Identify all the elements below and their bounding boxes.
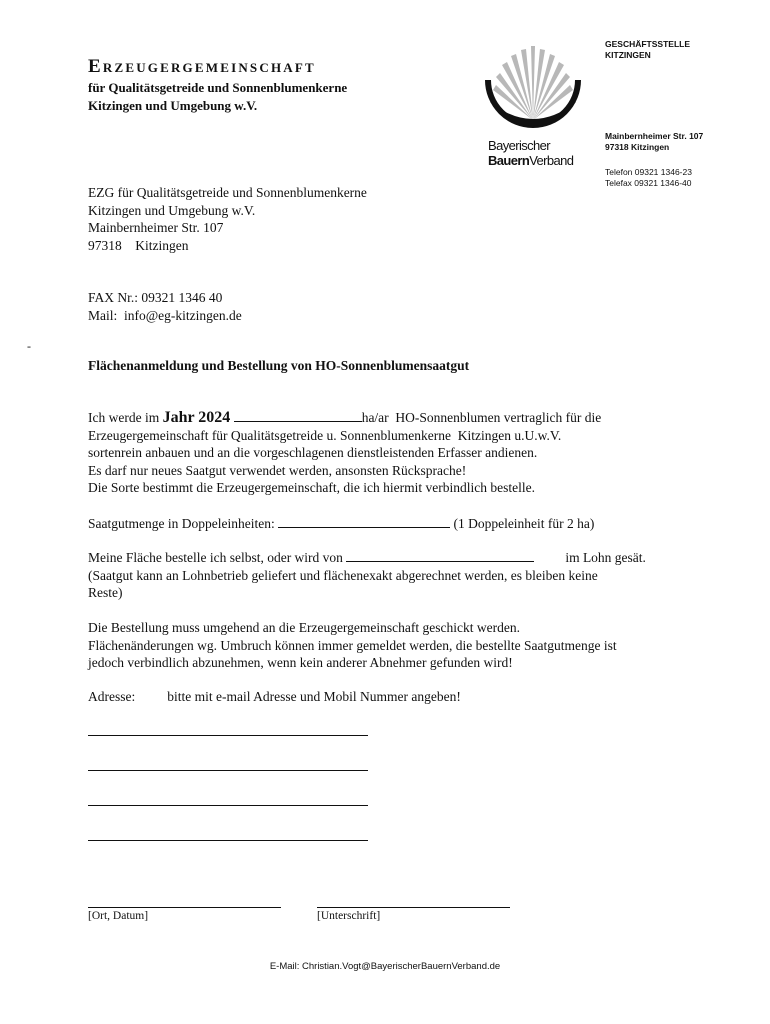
organization-title: Erzeugergemeinschaft — [88, 56, 316, 77]
recipient-line: 97318 Kitzingen — [88, 237, 189, 253]
office-address: Mainbernheimer Str. 107 97318 Kitzingen — [605, 131, 704, 152]
address-field-line[interactable] — [88, 840, 368, 841]
address-request — [88, 688, 708, 706]
recipient-line: EZG für Qualitätsgetreide und Sonnenblumenkerne — [88, 185, 367, 200]
signature-label: [Unterschrift] — [317, 910, 381, 922]
recipient-address — [88, 184, 367, 254]
organization-subtitle-line1: für Qualitätsgetreide und Sonnenblumenkerne — [88, 80, 348, 95]
mail-address: Mail: info@eg-kitzingen.de — [88, 307, 242, 323]
margin-mark: - — [27, 339, 31, 353]
area-blank — [234, 409, 362, 422]
organization-subtitle-line2: Kitzingen und Umgebung w.V. — [88, 98, 258, 113]
place-date-label: [Ort, Datum] — [88, 910, 149, 922]
address-hint: bitte mit e-mail Adresse und Mobil Nummer angeben! — [167, 689, 461, 704]
year-label: Jahr 2024 — [162, 409, 231, 426]
paragraph-order-terms: Die Bestellung muss umgehend an die Erzeugergemeinschaft geschickt werden. Flächenänderungen wg. Umbruch können immer gemeldet werden, die bestellte Saatgutmenge ist jedoch verbindlich abzunehmen, wenn kein anderer Abnehmer gefunden wird! — [88, 620, 617, 670]
paragraph-cultivation: Meine Fläche bestelle ich selbst, oder wird von im Lohn gesät. (Saatgut kann an Lohnbetrieb geliefert und flächenexakt abgerechnet werden, es bleiben keine Reste) — [88, 550, 646, 600]
address-field-line[interactable] — [88, 735, 368, 736]
logo-text-line2: BauernVerband — [488, 153, 574, 168]
recipient-line: Kitzingen und Umgebung w.V. — [88, 202, 256, 218]
seed-quantity-blank — [278, 515, 450, 528]
office-phone-fax: Telefon 09321 1346-23 Telefax 09321 1346-40 — [605, 167, 692, 188]
paragraph-seed-quantity: Saatgutmenge in Doppeleinheiten: (1 Doppeleinheit für 2 ha) — [88, 516, 595, 531]
fax-number: FAX Nr.: 09321 1346 40 — [88, 290, 223, 305]
logo-text-line1: Bayerischer — [488, 138, 551, 153]
address-field-line[interactable] — [88, 770, 368, 771]
office-header: GESCHÄFTSSTELLE KITZINGEN — [605, 39, 691, 60]
paragraph-commitment: Ich werde im Jahr 2024 ha/ar HO-Sonnenblumen vertraglich für die Erzeugergemeinschaft für Qualitätsgetreide u. Sonnenblumenkerne Kitzingen u.U.w.V. sortenrein anbauen und an die vorgeschlagenen dienstleistenden Erfasser andienen. Es darf nur neues Saatgut verwendet werden, ansonsten Rücksprache! Die Sorte bestimmt die Erzeugergemeinschaft, die ich hiermit verbindlich bestelle. — [88, 409, 602, 495]
place-date-field-line[interactable] — [88, 907, 281, 908]
address-field-line[interactable] — [88, 805, 368, 806]
document-subject: Flächenanmeldung und Bestellung von HO-Sonnenblumensaatgut — [88, 358, 470, 373]
recipient-line: Mainbernheimer Str. 107 — [88, 220, 224, 235]
address-label: Adresse: — [88, 689, 136, 704]
signature-field-line[interactable] — [317, 907, 510, 908]
contractor-blank — [346, 549, 534, 562]
footer-email: E-Mail: Christian.Vogt@BayerischerBauernVerband.de — [269, 961, 501, 972]
contact-block — [88, 289, 242, 324]
